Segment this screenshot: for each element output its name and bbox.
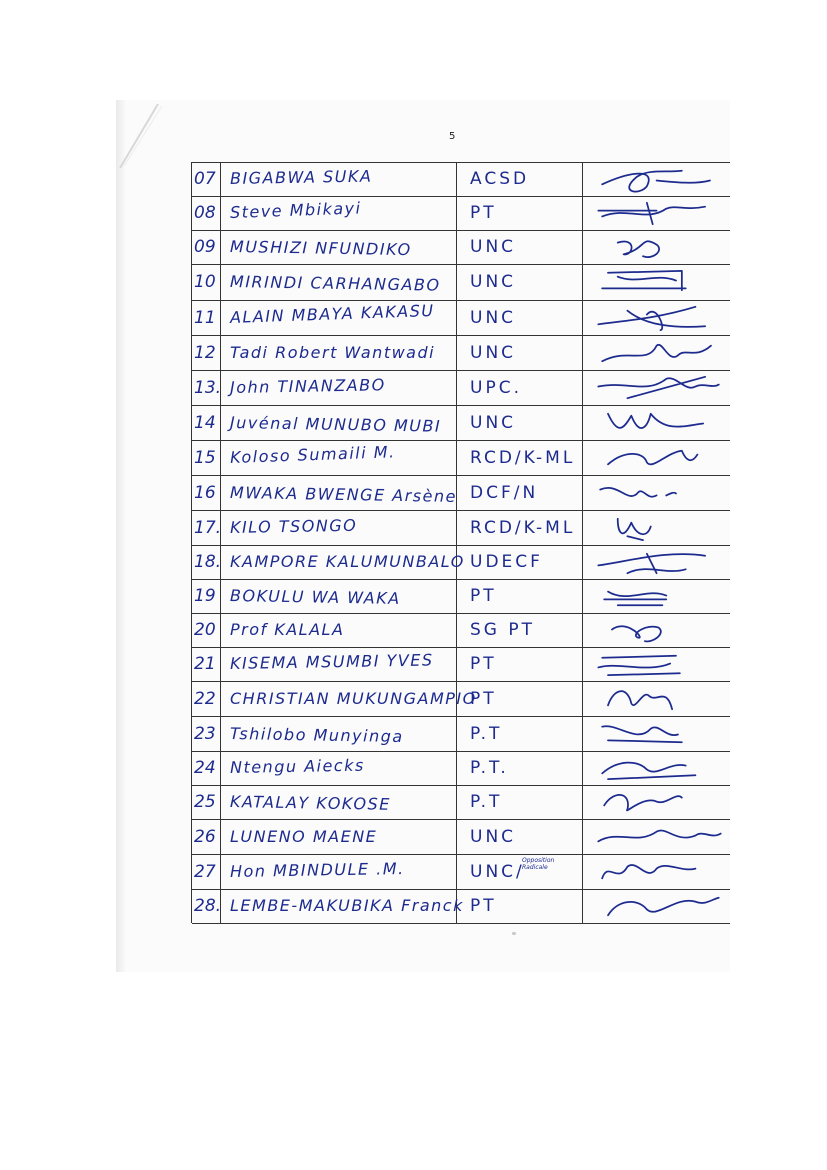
handwritten-signature <box>584 197 734 230</box>
member-name: KAMPORE KALUMUNBALO <box>230 552 465 571</box>
row-number: 24 <box>194 758 216 778</box>
page-number: 5 <box>449 131 456 142</box>
row-number: 20 <box>194 620 216 640</box>
table-row <box>192 197 730 231</box>
table-row <box>192 265 730 301</box>
table-row <box>192 580 730 614</box>
row-number: 11 <box>194 307 216 328</box>
row-number: 12 <box>194 342 216 363</box>
party-name: PT <box>470 896 497 916</box>
party-name: UNC <box>470 342 517 363</box>
party-name: UNC/ <box>470 861 525 882</box>
handwritten-signature <box>584 752 734 785</box>
row-number: 23 <box>194 723 216 744</box>
table-row <box>192 648 730 682</box>
row-number: 19 <box>194 586 216 606</box>
row-number: 22 <box>194 688 216 709</box>
party-name: P.T <box>470 723 503 744</box>
party-name: PT <box>470 586 497 606</box>
table-row <box>192 406 730 441</box>
row-number: 25 <box>194 792 216 812</box>
scan-speck <box>512 932 516 935</box>
table-row <box>192 890 730 924</box>
party-name: UNC <box>470 826 517 847</box>
handwritten-signature <box>584 682 734 716</box>
handwritten-signature <box>584 855 734 889</box>
table-row <box>192 682 730 717</box>
scan-edge-shadow <box>116 100 126 972</box>
handwritten-signature <box>584 406 734 440</box>
handwritten-signature <box>584 648 734 681</box>
member-name: BOKULU WA WAKA <box>229 586 401 608</box>
table-row <box>192 301 730 336</box>
table-row <box>192 441 730 476</box>
page-fold-mark <box>118 100 178 170</box>
party-name: PT <box>470 203 497 223</box>
table-row <box>192 163 730 197</box>
handwritten-signature <box>584 546 734 579</box>
member-name: Koloso Sumaili M. <box>229 441 396 467</box>
party-name: DCF/N <box>470 482 539 503</box>
row-number: 15 <box>194 447 216 468</box>
member-name: KILO TSONGO <box>229 515 358 537</box>
table-row <box>192 511 730 546</box>
handwritten-signature <box>584 371 734 405</box>
table-row <box>192 371 730 406</box>
handwritten-signature <box>584 476 734 510</box>
table-row <box>192 717 730 752</box>
member-name: Steve Mbikayi <box>229 198 362 222</box>
handwritten-signature <box>584 820 734 854</box>
party-name: UNC <box>470 237 517 257</box>
party-name: P.T. <box>470 758 509 778</box>
row-number: 28. <box>194 896 222 916</box>
party-name: P.T <box>470 792 503 812</box>
table-row <box>192 546 730 580</box>
row-number: 21 <box>194 654 216 674</box>
member-name: John TINANZABO <box>229 374 386 397</box>
table-row <box>192 336 730 371</box>
member-name: ALAIN MBAYA KAKASU <box>229 300 435 327</box>
handwritten-signature <box>584 717 734 751</box>
handwritten-signature <box>584 441 734 475</box>
member-name: Hon MBINDULE .M. <box>229 858 405 881</box>
table-row <box>192 752 730 786</box>
row-number: 16 <box>194 482 216 503</box>
handwritten-signature <box>584 580 734 613</box>
table-row <box>192 820 730 855</box>
row-number: 18. <box>194 552 222 572</box>
row-number: 17. <box>194 517 222 538</box>
member-name: LUNENO MAENE <box>230 826 378 846</box>
party-name: ACSD <box>470 169 530 189</box>
party-note: Opposition Radicale <box>522 857 555 871</box>
member-name: Juvénal MUNUBO MUBI <box>229 412 442 436</box>
handwritten-signature <box>584 786 734 819</box>
row-number: 14 <box>194 412 216 433</box>
member-name: Ntengu Aiecks <box>229 755 365 777</box>
row-number: 26 <box>194 826 216 847</box>
party-name: UPC. <box>470 377 522 398</box>
party-name: UNC <box>470 412 517 433</box>
member-name: Prof KALALA <box>230 620 345 639</box>
party-name: RCD/K-ML <box>470 517 576 538</box>
table-row <box>192 231 730 265</box>
handwritten-signature <box>584 336 734 370</box>
party-name: PT <box>470 688 497 709</box>
member-name: MIRINDI CARHANGABO <box>229 272 441 295</box>
party-name: SG PT <box>470 620 536 640</box>
row-number: 08 <box>194 203 216 223</box>
handwritten-signature <box>584 511 734 545</box>
signature-sheet-table <box>191 162 730 923</box>
member-name: KATALAY KOKOSE <box>229 792 391 814</box>
party-name: RCD/K-ML <box>470 447 576 468</box>
party-name: UNC <box>470 307 517 328</box>
row-number: 09 <box>194 237 216 257</box>
handwritten-signature <box>584 231 734 264</box>
handwritten-signature <box>584 614 734 647</box>
row-number: 07 <box>194 169 216 189</box>
member-name: Tshilobo Munyinga <box>229 723 404 746</box>
member-name: MUSHIZI NFUNDIKO <box>229 237 412 260</box>
row-number: 10 <box>194 272 216 292</box>
table-row <box>192 855 730 890</box>
party-name: UDECF <box>470 552 543 572</box>
handwritten-signature <box>584 301 734 335</box>
table-row <box>192 786 730 820</box>
member-name: KISEMA MSUMBI YVES <box>229 650 434 673</box>
member-name: LEMBE-MAKUBIKA Franck <box>230 896 464 915</box>
row-number: 13. <box>194 377 222 398</box>
member-name: BIGABWA SUKA <box>229 166 373 188</box>
handwritten-signature <box>584 265 734 300</box>
party-name: PT <box>470 654 497 674</box>
table-row <box>192 614 730 648</box>
member-name: Tadi Robert Wantwadi <box>230 342 436 362</box>
handwritten-signature <box>584 890 734 923</box>
row-number: 27 <box>194 861 216 882</box>
party-name: UNC <box>470 272 517 292</box>
handwritten-signature <box>584 163 734 196</box>
table-row <box>192 476 730 511</box>
member-name: MWAKA BWENGE Arsène <box>229 482 458 506</box>
member-name: CHRISTIAN MUKUNGAMPIO <box>230 688 477 708</box>
